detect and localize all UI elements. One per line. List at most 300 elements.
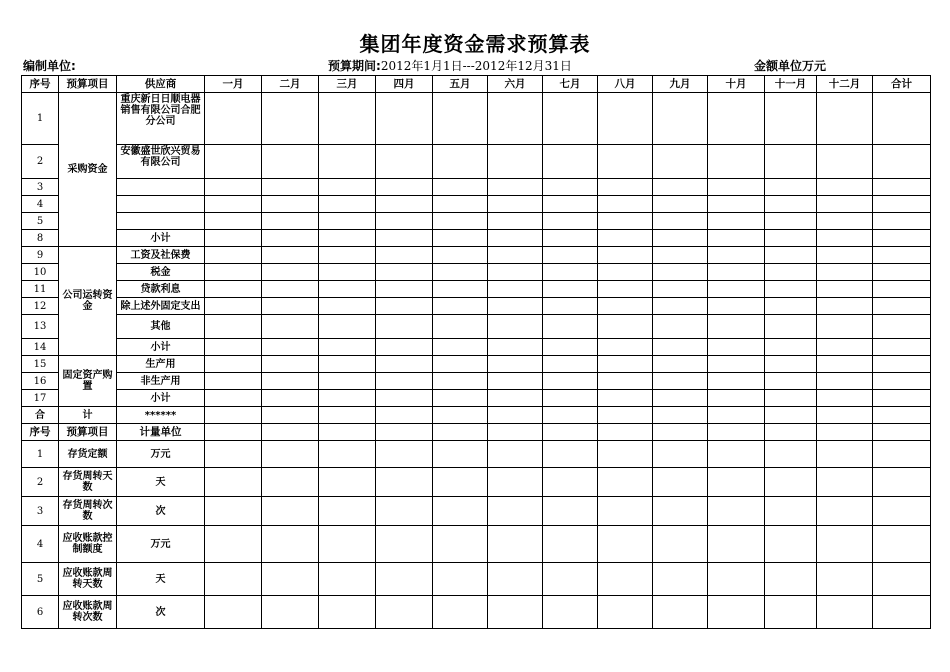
month-cell (433, 298, 488, 315)
month-cell (765, 373, 817, 390)
month-cell (765, 93, 817, 145)
seq-cell-2: 4 (22, 526, 59, 563)
supplier-cell: 小计 (117, 230, 205, 247)
month-cell (488, 93, 543, 145)
month-cell (653, 213, 708, 230)
table-row (22, 526, 931, 563)
table-row (22, 356, 931, 373)
seq-cell-2: 2 (22, 468, 59, 497)
month-cell (543, 497, 598, 526)
month-cell (653, 247, 708, 264)
month-cell (543, 596, 598, 629)
table-row (22, 497, 931, 526)
table-row (22, 441, 931, 468)
month-cell (653, 563, 708, 596)
month-cell (817, 298, 873, 315)
month-cell (598, 596, 653, 629)
month-cell (205, 497, 262, 526)
month-cell (376, 196, 433, 213)
seq-cell: 4 (22, 196, 59, 213)
month-cell (653, 526, 708, 563)
org-label: 编制单位: (23, 59, 76, 73)
month-cell (765, 596, 817, 629)
month-cell (817, 339, 873, 356)
month-cell (765, 247, 817, 264)
total-cell (873, 230, 931, 247)
month-cell (817, 424, 873, 441)
month-cell (817, 563, 873, 596)
month-cell (376, 298, 433, 315)
seq-cell: 15 (22, 356, 59, 373)
metric-unit: 次 (117, 497, 205, 526)
item-header-2: 预算项目 (59, 424, 117, 441)
month-header: 四月 (376, 76, 433, 93)
seq-cell: 9 (22, 247, 59, 264)
seq-cell: 12 (22, 298, 59, 315)
month-cell (319, 145, 376, 179)
month-cell (708, 247, 765, 264)
month-cell (205, 468, 262, 497)
period-label: 预算期间: (328, 59, 381, 73)
month-cell (319, 179, 376, 196)
month-cell (817, 213, 873, 230)
month-cell (598, 179, 653, 196)
month-cell (319, 468, 376, 497)
month-cell (376, 315, 433, 339)
table-row (22, 407, 931, 424)
month-cell (708, 298, 765, 315)
month-cell (376, 93, 433, 145)
month-cell (653, 315, 708, 339)
month-cell (765, 424, 817, 441)
period (328, 58, 572, 74)
month-cell (543, 339, 598, 356)
total-row-right: 计 (59, 407, 117, 424)
month-cell (765, 281, 817, 298)
month-cell (598, 93, 653, 145)
month-cell (488, 196, 543, 213)
month-cell (543, 315, 598, 339)
month-header: 三月 (319, 76, 376, 93)
total-cell (873, 264, 931, 281)
month-cell (205, 247, 262, 264)
metric-unit: 天 (117, 563, 205, 596)
month-cell (376, 563, 433, 596)
month-cell (319, 441, 376, 468)
month-cell (319, 356, 376, 373)
total-cell (873, 356, 931, 373)
supplier-cell (117, 196, 205, 213)
month-cell (205, 390, 262, 407)
month-cell (598, 213, 653, 230)
month-cell (205, 356, 262, 373)
period-value: 2012年1月1日---2012年12月31日 (380, 59, 572, 73)
unit-label: 金额单位万元 (754, 59, 827, 73)
month-cell (433, 563, 488, 596)
month-cell (262, 339, 319, 356)
table-row (22, 213, 931, 230)
month-cell (817, 390, 873, 407)
supplier-cell: 生产用 (117, 356, 205, 373)
month-cell (653, 468, 708, 497)
month-cell (543, 93, 598, 145)
month-cell (543, 441, 598, 468)
table-row (22, 339, 931, 356)
month-cell (433, 339, 488, 356)
month-cell (262, 497, 319, 526)
total-cell (873, 424, 931, 441)
month-cell (817, 315, 873, 339)
month-cell (376, 497, 433, 526)
month-cell (817, 264, 873, 281)
month-cell (598, 441, 653, 468)
month-cell (319, 281, 376, 298)
month-cell (765, 390, 817, 407)
month-cell (262, 230, 319, 247)
month-cell (488, 339, 543, 356)
month-cell (543, 424, 598, 441)
table-row (22, 196, 931, 213)
month-cell (488, 298, 543, 315)
month-cell (708, 264, 765, 281)
month-cell (817, 441, 873, 468)
month-cell (205, 93, 262, 145)
month-cell (598, 468, 653, 497)
total-cell (873, 407, 931, 424)
month-cell (765, 315, 817, 339)
month-cell (262, 356, 319, 373)
month-cell (598, 424, 653, 441)
month-cell (433, 424, 488, 441)
month-cell (598, 196, 653, 213)
total-row-marker: ****** (117, 407, 205, 424)
seq-cell: 1 (22, 93, 59, 145)
month-cell (319, 407, 376, 424)
month-cell (262, 298, 319, 315)
month-cell (708, 373, 765, 390)
month-cell (543, 247, 598, 264)
month-cell (376, 468, 433, 497)
month-cell (433, 407, 488, 424)
month-cell (488, 281, 543, 298)
table-row (22, 563, 931, 596)
month-cell (205, 145, 262, 179)
month-cell (205, 563, 262, 596)
month-cell (488, 264, 543, 281)
month-cell (817, 179, 873, 196)
month-cell (319, 230, 376, 247)
month-cell (488, 373, 543, 390)
month-cell (765, 179, 817, 196)
table-row (22, 596, 931, 629)
month-cell (488, 356, 543, 373)
month-cell (708, 390, 765, 407)
table-row (22, 390, 931, 407)
month-cell (433, 247, 488, 264)
metric-item: 应收账款控制额度 (59, 526, 117, 563)
month-cell (262, 563, 319, 596)
table-row (22, 424, 931, 441)
table-row (22, 468, 931, 497)
month-cell (765, 441, 817, 468)
month-cell (543, 298, 598, 315)
month-cell (708, 596, 765, 629)
month-header: 六月 (488, 76, 543, 93)
month-header: 十一月 (765, 76, 817, 93)
month-cell (488, 424, 543, 441)
month-cell (262, 315, 319, 339)
month-cell (262, 407, 319, 424)
month-cell (262, 179, 319, 196)
month-cell (653, 424, 708, 441)
table-row (22, 264, 931, 281)
month-cell (376, 281, 433, 298)
month-cell (488, 230, 543, 247)
supplier-cell (117, 179, 205, 196)
total-cell (873, 373, 931, 390)
seq-cell: 2 (22, 145, 59, 179)
month-header: 八月 (598, 76, 653, 93)
month-cell (543, 230, 598, 247)
month-cell (205, 281, 262, 298)
supplier-cell: 其他 (117, 315, 205, 339)
seq-cell: 10 (22, 264, 59, 281)
month-cell (765, 356, 817, 373)
month-cell (319, 424, 376, 441)
month-cell (319, 497, 376, 526)
month-cell (598, 390, 653, 407)
month-cell (543, 213, 598, 230)
seq-cell: 16 (22, 373, 59, 390)
month-cell (319, 373, 376, 390)
month-cell (262, 373, 319, 390)
month-cell (433, 526, 488, 563)
total-header: 合计 (873, 76, 931, 93)
month-cell (205, 213, 262, 230)
month-cell (488, 563, 543, 596)
month-header: 七月 (543, 76, 598, 93)
metric-item: 应收账款周转次数 (59, 596, 117, 629)
total-cell (873, 390, 931, 407)
month-cell (653, 596, 708, 629)
month-cell (708, 179, 765, 196)
total-cell (873, 563, 931, 596)
month-cell (765, 339, 817, 356)
month-cell (433, 93, 488, 145)
month-cell (205, 596, 262, 629)
month-cell (708, 356, 765, 373)
month-cell (262, 390, 319, 407)
month-cell (653, 497, 708, 526)
month-cell (376, 339, 433, 356)
month-cell (262, 526, 319, 563)
month-cell (653, 281, 708, 298)
table-row (22, 298, 931, 315)
month-cell (488, 596, 543, 629)
month-cell (817, 373, 873, 390)
total-cell (873, 526, 931, 563)
month-cell (708, 93, 765, 145)
month-cell (376, 145, 433, 179)
total-cell (873, 281, 931, 298)
month-cell (262, 424, 319, 441)
month-cell (543, 373, 598, 390)
month-cell (319, 213, 376, 230)
supplier-cell: 税金 (117, 264, 205, 281)
month-cell (433, 390, 488, 407)
table-row (22, 315, 931, 339)
month-cell (708, 281, 765, 298)
month-cell (653, 356, 708, 373)
seq-cell: 14 (22, 339, 59, 356)
month-cell (319, 196, 376, 213)
month-cell (376, 441, 433, 468)
month-cell (319, 339, 376, 356)
table-row (22, 76, 931, 93)
total-cell (873, 596, 931, 629)
month-cell (708, 424, 765, 441)
month-cell (376, 247, 433, 264)
month-cell (598, 298, 653, 315)
budget-table (21, 75, 931, 629)
total-cell (873, 93, 931, 145)
month-cell (488, 526, 543, 563)
month-cell (598, 497, 653, 526)
month-cell (319, 298, 376, 315)
month-cell (598, 145, 653, 179)
month-cell (653, 298, 708, 315)
month-cell (543, 264, 598, 281)
total-row-left: 合 (22, 407, 59, 424)
month-cell (433, 497, 488, 526)
month-header: 十二月 (817, 76, 873, 93)
month-cell (262, 247, 319, 264)
month-cell (653, 230, 708, 247)
month-cell (262, 468, 319, 497)
total-cell (873, 298, 931, 315)
month-cell (653, 264, 708, 281)
section-operation: 公司运转资金 (59, 247, 117, 356)
month-cell (319, 247, 376, 264)
month-cell (653, 441, 708, 468)
month-cell (433, 281, 488, 298)
month-cell (765, 264, 817, 281)
table-row (22, 247, 931, 264)
month-cell (433, 441, 488, 468)
month-cell (653, 390, 708, 407)
month-cell (262, 281, 319, 298)
month-cell (205, 230, 262, 247)
seq-cell: 3 (22, 179, 59, 196)
total-cell (873, 179, 931, 196)
seq-header: 序号 (22, 76, 59, 93)
month-cell (376, 356, 433, 373)
month-cell (653, 145, 708, 179)
month-cell (598, 373, 653, 390)
table-row (22, 93, 931, 145)
month-cell (708, 315, 765, 339)
month-cell (262, 441, 319, 468)
month-cell (708, 230, 765, 247)
month-cell (543, 563, 598, 596)
month-cell (262, 145, 319, 179)
month-cell (817, 247, 873, 264)
metric-item: 应收账款周转天数 (59, 563, 117, 596)
month-cell (543, 390, 598, 407)
supplier-cell: 重庆新日日顺电器销售有限公司合肥分公司 (117, 93, 205, 145)
month-cell (708, 468, 765, 497)
total-cell (873, 315, 931, 339)
seq-cell: 11 (22, 281, 59, 298)
month-cell (708, 407, 765, 424)
month-cell (817, 526, 873, 563)
month-cell (765, 213, 817, 230)
month-cell (319, 563, 376, 596)
supplier-cell: 小计 (117, 390, 205, 407)
supplier-cell: 小计 (117, 339, 205, 356)
month-cell (205, 339, 262, 356)
month-cell (376, 179, 433, 196)
month-cell (488, 179, 543, 196)
month-cell (205, 441, 262, 468)
month-cell (262, 213, 319, 230)
month-cell (205, 526, 262, 563)
month-cell (376, 213, 433, 230)
month-cell (765, 563, 817, 596)
table-row (22, 373, 931, 390)
month-cell (205, 298, 262, 315)
metric-unit: 次 (117, 596, 205, 629)
month-cell (488, 247, 543, 264)
seq-header-2: 序号 (22, 424, 59, 441)
month-cell (433, 264, 488, 281)
month-cell (543, 179, 598, 196)
month-cell (376, 373, 433, 390)
month-cell (708, 213, 765, 230)
month-cell (376, 407, 433, 424)
month-cell (708, 497, 765, 526)
month-cell (598, 281, 653, 298)
total-cell (873, 196, 931, 213)
month-cell (262, 596, 319, 629)
month-cell (543, 145, 598, 179)
month-cell (708, 145, 765, 179)
month-cell (376, 264, 433, 281)
month-cell (205, 424, 262, 441)
supplier-header: 供应商 (117, 76, 205, 93)
month-cell (543, 356, 598, 373)
month-cell (817, 407, 873, 424)
month-cell (205, 196, 262, 213)
month-cell (205, 264, 262, 281)
month-cell (598, 230, 653, 247)
month-cell (488, 315, 543, 339)
month-cell (319, 390, 376, 407)
month-header: 五月 (433, 76, 488, 93)
month-cell (433, 356, 488, 373)
month-cell (433, 196, 488, 213)
month-cell (598, 264, 653, 281)
month-cell (765, 298, 817, 315)
month-cell (433, 315, 488, 339)
table-row (22, 281, 931, 298)
total-cell (873, 497, 931, 526)
month-cell (262, 93, 319, 145)
item-header: 预算项目 (59, 76, 117, 93)
seq-cell-2: 5 (22, 563, 59, 596)
section-fixed: 固定资产购置 (59, 356, 117, 407)
month-cell (708, 196, 765, 213)
